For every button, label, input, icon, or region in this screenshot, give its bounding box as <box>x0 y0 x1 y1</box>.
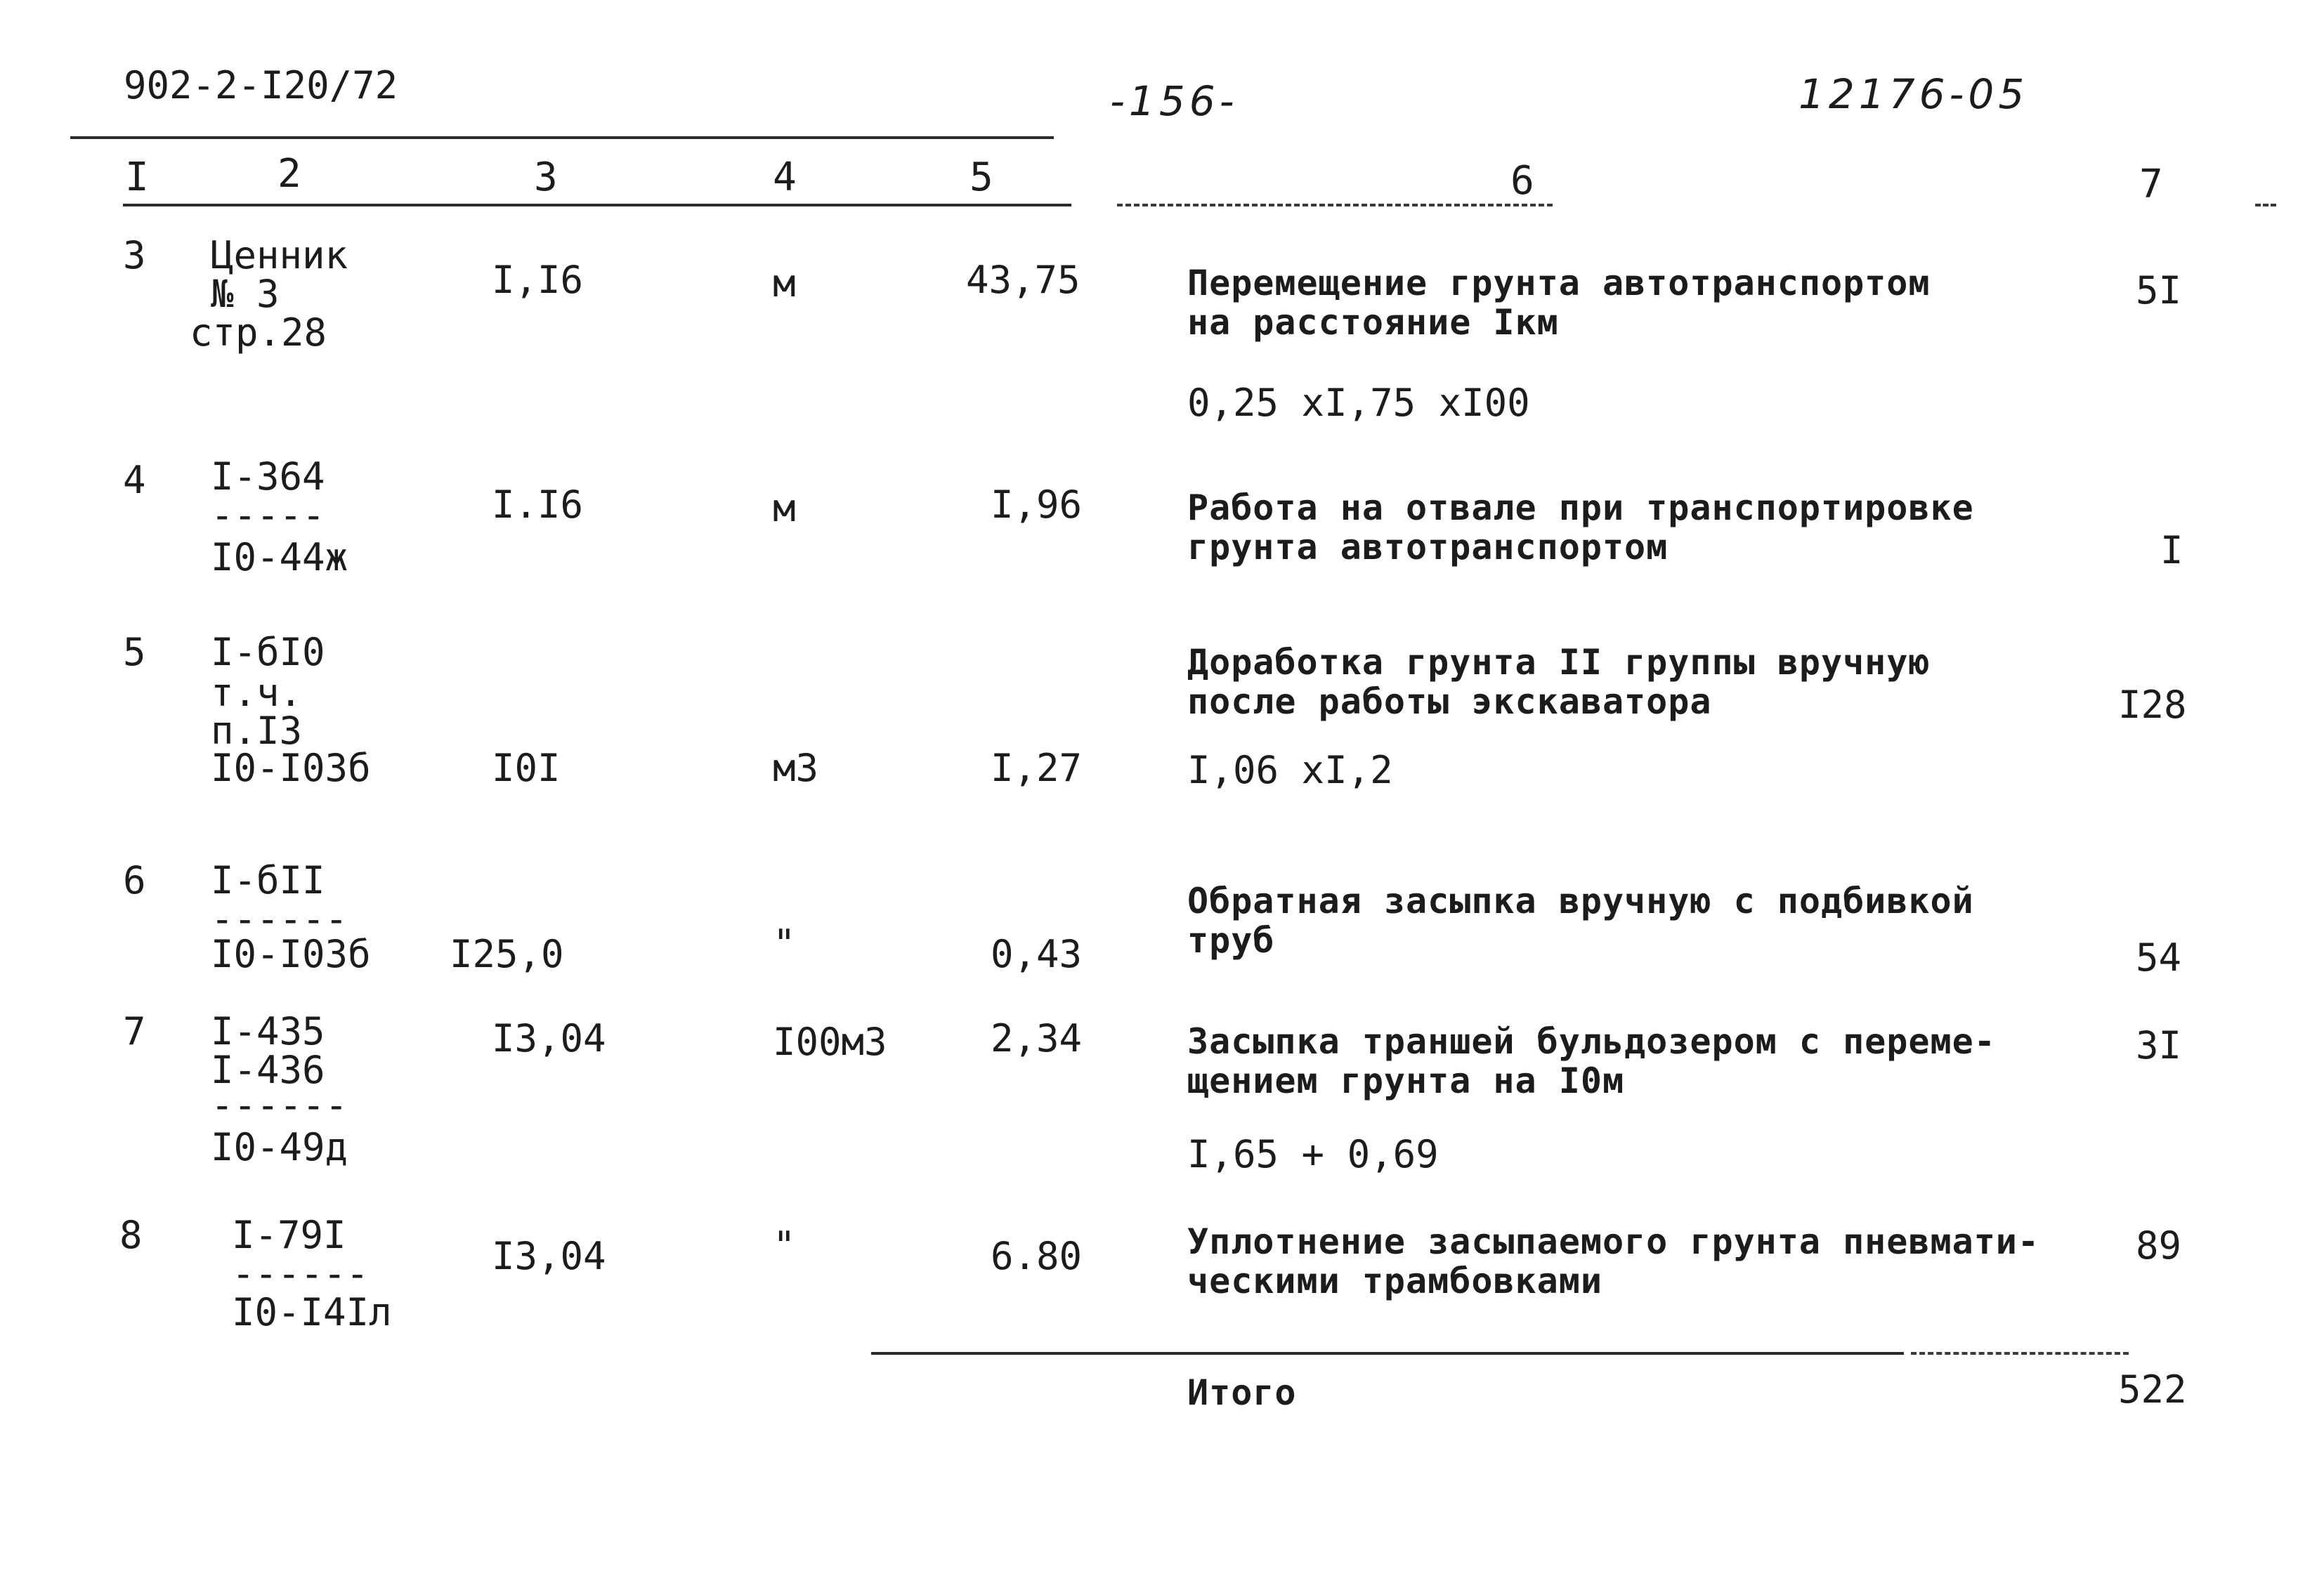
row-price: 2,34 <box>991 1016 1083 1060</box>
summary-total: 522 <box>2118 1367 2187 1412</box>
row-code-line: т.ч. <box>211 671 303 715</box>
column-header-6: 6 <box>1510 158 1534 204</box>
row-code-line: I-бII <box>211 858 325 902</box>
row-total: 89 <box>2136 1223 2182 1268</box>
page-number: -156- <box>1110 77 1239 125</box>
row-description-line: Доработка грунта II группы вручную <box>1187 642 1931 683</box>
row-unit: I00м3 <box>773 1020 887 1064</box>
row-code-divider: ------ <box>211 1083 348 1127</box>
row-price: 43,75 <box>966 258 1081 302</box>
row-description-line: Уплотнение засыпаемого грунта пневмати- <box>1187 1221 2039 1262</box>
row-code-line: I-435 <box>211 1009 325 1053</box>
row-description-line: Засыпка траншей бульдозером с переме- <box>1187 1021 1996 1062</box>
row-unit: " <box>773 1223 796 1268</box>
document-code: 902-2-I20/72 <box>124 63 398 107</box>
row-description-line: Перемещение грунта автотранспортом <box>1187 263 1931 303</box>
column-header-rule-end <box>2255 204 2276 206</box>
row-code-line: № 3 <box>211 272 280 316</box>
row-number: 4 <box>123 458 146 502</box>
column-header-3: 3 <box>534 155 558 200</box>
summary-rule-end <box>1911 1352 2129 1355</box>
row-unit: м3 <box>773 746 819 790</box>
row-quantity: I.I6 <box>492 482 584 527</box>
row-code-line: I0-49д <box>211 1125 348 1169</box>
row-code-line: Ценник <box>211 233 348 277</box>
row-code-line: I0-I4Iл <box>232 1290 392 1334</box>
row-code-line: I0-44ж <box>211 535 348 579</box>
row-code-line: I-364 <box>211 454 325 499</box>
column-header-7: 7 <box>2139 162 2163 207</box>
row-code-line: стр.28 <box>190 310 327 355</box>
archive-number: 12176-05 <box>1799 70 2029 118</box>
row-price: 6.80 <box>991 1234 1083 1278</box>
row-quantity: I3,04 <box>492 1234 606 1278</box>
row-code-line: I-436 <box>211 1048 325 1092</box>
column-header-2: 2 <box>278 151 301 197</box>
row-quantity: I,I6 <box>492 258 584 302</box>
column-header-rule-right <box>1117 204 1553 206</box>
row-description-line: ческими трамбовками <box>1187 1261 1602 1301</box>
row-total: I <box>2160 528 2183 572</box>
row-number: 8 <box>119 1213 143 1257</box>
row-quantity: I3,04 <box>492 1016 606 1060</box>
row-number: 3 <box>123 233 146 277</box>
row-quantity: I25,0 <box>450 932 564 976</box>
column-header-5: 5 <box>970 155 993 200</box>
row-price: I,96 <box>991 482 1083 527</box>
row-price: 0,43 <box>991 932 1083 976</box>
row-description-line: на расстояние Iкм <box>1187 302 1559 343</box>
row-code-line: I-бI0 <box>211 630 325 674</box>
row-code-divider: ----- <box>211 493 325 537</box>
row-number: 6 <box>123 858 146 902</box>
row-code-line: I0-I03б <box>211 746 371 790</box>
row-description-line: щением грунта на I0м <box>1187 1060 1625 1101</box>
row-total: 5I <box>2136 268 2182 313</box>
row-quantity: I0I <box>492 746 561 790</box>
row-number: 7 <box>123 1009 146 1053</box>
row-description-line: Обратная засыпка вручную с подбивкой <box>1187 881 1974 921</box>
row-description-line: Работа на отвале при транспортировке <box>1187 487 1974 528</box>
row-code-line: I0-I03б <box>211 932 371 976</box>
row-description-line: грунта автотранспортом <box>1187 527 1669 567</box>
row-unit: м <box>773 261 796 306</box>
row-formula: I,65 + 0,69 <box>1187 1132 1439 1176</box>
row-total: 3I <box>2136 1023 2182 1068</box>
row-total: I28 <box>2118 683 2187 727</box>
summary-label: Итого <box>1187 1372 1297 1413</box>
row-number: 5 <box>123 630 146 674</box>
column-header-1: I <box>125 155 149 200</box>
row-code-divider: ------ <box>232 1252 370 1296</box>
column-header-rule-left <box>123 204 1071 206</box>
row-total: 54 <box>2136 935 2182 980</box>
row-formula: 0,25 xI,75 xI00 <box>1187 381 1530 425</box>
row-code-divider: ------ <box>211 897 348 941</box>
header-rule <box>70 136 1054 139</box>
summary-rule <box>871 1352 1904 1355</box>
column-header-4: 4 <box>773 155 797 200</box>
row-description-line: труб <box>1187 920 1275 961</box>
row-price: I,27 <box>991 746 1083 790</box>
row-formula: I,06 xI,2 <box>1187 748 1393 792</box>
row-unit: " <box>773 921 796 966</box>
row-unit: м <box>773 486 796 530</box>
row-code-line: п.I3 <box>211 709 303 753</box>
row-code-line: I-79I <box>232 1213 346 1257</box>
row-description-line: после работы экскаватора <box>1187 681 1712 722</box>
